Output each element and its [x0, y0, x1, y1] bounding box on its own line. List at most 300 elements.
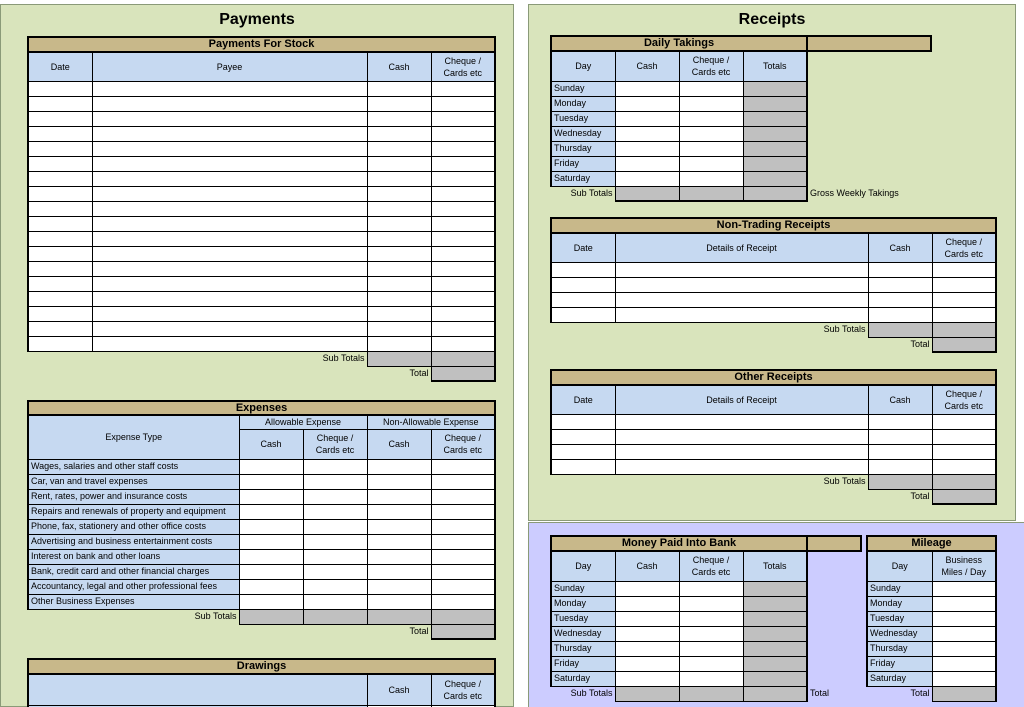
details-cell[interactable]: [615, 307, 868, 322]
cheque-cell[interactable]: [932, 307, 996, 322]
cash-cell[interactable]: [868, 307, 932, 322]
business-miles-cell[interactable]: [932, 611, 996, 626]
table-row: [867, 626, 996, 641]
cheque-cell[interactable]: [679, 656, 743, 671]
day-label: Monday: [867, 596, 932, 611]
cash-cell[interactable]: [367, 81, 431, 96]
cheque-cell[interactable]: [679, 581, 743, 596]
payee-cell[interactable]: [92, 231, 367, 246]
payee-cell[interactable]: [92, 171, 367, 186]
non-allowable-cheque-header: Cheque / Cards etc: [431, 429, 495, 459]
details-cell[interactable]: [615, 277, 868, 292]
cash-cell[interactable]: [367, 216, 431, 231]
mileage-total-cell[interactable]: [932, 686, 996, 701]
drawings-title: Drawings: [28, 659, 495, 674]
cheque-cell[interactable]: [431, 216, 495, 231]
cash-cell[interactable]: [868, 459, 932, 474]
date-cell[interactable]: [28, 111, 92, 126]
cheque-cell[interactable]: [431, 96, 495, 111]
stock-cheque-subtotal-cell[interactable]: [431, 351, 495, 366]
bank-mileage-panel: [528, 522, 1024, 707]
cheque-cell[interactable]: [679, 141, 743, 156]
totals-header: Totals: [743, 51, 807, 81]
cash-cell[interactable]: [615, 126, 679, 141]
expense-type-label: Interest on bank and other loans: [28, 549, 239, 564]
non-allowable-cash-cell[interactable]: [367, 504, 431, 519]
cash-cell[interactable]: [367, 201, 431, 216]
totals-cell[interactable]: [743, 641, 807, 656]
totals-cell[interactable]: [743, 156, 807, 171]
bank-cheque-subtotal-cell[interactable]: [679, 686, 743, 701]
totals-cell[interactable]: [743, 171, 807, 186]
cash-cell[interactable]: [615, 641, 679, 656]
bank-total-cell[interactable]: [743, 686, 807, 701]
stock-sub-totals-label: Sub Totals: [322, 353, 365, 364]
cheque-cell[interactable]: [932, 444, 996, 459]
cash-cell[interactable]: [615, 596, 679, 611]
other-receipts-table: [550, 369, 997, 505]
table-row: [551, 292, 996, 307]
cheque-header: Cheque / Cards etc: [431, 52, 495, 81]
expense-type-label: Wages, salaries and other staff costs: [28, 459, 239, 474]
date-cell[interactable]: [551, 307, 615, 322]
cheque-cell[interactable]: [932, 277, 996, 292]
date-cell[interactable]: [28, 141, 92, 156]
table-row: [551, 641, 861, 656]
table-row: [551, 81, 931, 96]
stock-cash-subtotal-cell[interactable]: [367, 351, 431, 366]
payee-cell[interactable]: [92, 291, 367, 306]
cash-header: Cash: [615, 551, 679, 581]
daily-gross-total-cell[interactable]: [743, 186, 807, 201]
date-cell[interactable]: [28, 186, 92, 201]
cash-cell[interactable]: [615, 156, 679, 171]
allowable-cash-cell[interactable]: [239, 504, 303, 519]
table-row: [28, 321, 495, 336]
non-allowable-cash-cell[interactable]: [367, 549, 431, 564]
table-row: [28, 216, 495, 231]
cash-cell[interactable]: [615, 626, 679, 641]
table-row: [551, 581, 861, 596]
date-cell[interactable]: [551, 277, 615, 292]
date-cell[interactable]: [28, 261, 92, 276]
business-miles-cell[interactable]: [932, 581, 996, 596]
cheque-cell[interactable]: [431, 171, 495, 186]
daily-cash-subtotal-cell[interactable]: [615, 186, 679, 201]
date-cell[interactable]: [28, 306, 92, 321]
allowable-cheque-cell[interactable]: [303, 504, 367, 519]
date-cell[interactable]: [28, 276, 92, 291]
spacer-cell: [807, 641, 861, 656]
date-cell[interactable]: [551, 262, 615, 277]
cash-cell[interactable]: [868, 292, 932, 307]
cash-cell[interactable]: [367, 276, 431, 291]
cheque-cell[interactable]: [431, 201, 495, 216]
allowable-cheque-cell[interactable]: [303, 489, 367, 504]
other-cheque-subtotal-cell[interactable]: [932, 474, 996, 489]
allowable-cash-cell[interactable]: [239, 594, 303, 609]
totals-cell[interactable]: [743, 96, 807, 111]
cheque-cell[interactable]: [431, 261, 495, 276]
cheque-cell[interactable]: [679, 171, 743, 186]
date-cell[interactable]: [28, 126, 92, 141]
cheque-cell[interactable]: [431, 186, 495, 201]
expenses-subtotal-cell[interactable]: [239, 609, 303, 624]
payee-cell[interactable]: [92, 156, 367, 171]
daily-cheque-subtotal-cell[interactable]: [679, 186, 743, 201]
non-allowable-cash-cell[interactable]: [367, 564, 431, 579]
cheque-cell[interactable]: [679, 626, 743, 641]
day-header: Day: [551, 51, 615, 81]
non-trading-total-cell[interactable]: [932, 337, 996, 352]
cash-cell[interactable]: [367, 291, 431, 306]
cheque-cell[interactable]: [932, 262, 996, 277]
day-label: Wednesday: [551, 626, 615, 641]
other-receipts-title: Other Receipts: [551, 370, 996, 385]
spacer-cell: [807, 611, 861, 626]
expenses-table: [27, 400, 496, 640]
drawings-cash-header: Cash: [367, 674, 431, 705]
other-cash-subtotal-cell[interactable]: [868, 474, 932, 489]
expense-type-label: Other Business Expenses: [28, 594, 239, 609]
non-allowable-cash-cell[interactable]: [367, 519, 431, 534]
allowable-cheque-cell[interactable]: [303, 564, 367, 579]
non-allowable-cash-cell[interactable]: [367, 594, 431, 609]
payee-cell[interactable]: [92, 321, 367, 336]
details-cell[interactable]: [615, 414, 868, 429]
allowable-cheque-cell[interactable]: [303, 534, 367, 549]
cheque-cell[interactable]: [431, 246, 495, 261]
date-cell[interactable]: [28, 216, 92, 231]
non-allowable-cash-header: Cash: [367, 429, 431, 459]
day-label: Tuesday: [551, 111, 615, 126]
date-cell[interactable]: [551, 429, 615, 444]
non-allowable-cheque-cell[interactable]: [431, 519, 495, 534]
cash-cell[interactable]: [615, 581, 679, 596]
allowable-cheque-cell[interactable]: [303, 549, 367, 564]
cash-cell[interactable]: [615, 96, 679, 111]
bank-sub-totals-label: Sub Totals: [570, 688, 613, 699]
table-row: [867, 581, 996, 596]
allowable-cash-cell[interactable]: [239, 489, 303, 504]
cash-cell[interactable]: [615, 671, 679, 686]
table-row: [551, 141, 931, 156]
expenses-subtotal-cell[interactable]: [303, 609, 367, 624]
table-row: [551, 459, 996, 474]
details-header: Details of Receipt: [615, 233, 868, 262]
allowable-cash-header: Cash: [239, 429, 303, 459]
cash-header: Cash: [615, 51, 679, 81]
details-cell[interactable]: [615, 459, 868, 474]
spacer-cell: [807, 156, 931, 171]
cash-cell[interactable]: [367, 111, 431, 126]
cash-cell[interactable]: [367, 231, 431, 246]
date-cell[interactable]: [28, 96, 92, 111]
table-row: [551, 307, 996, 322]
cheque-cell[interactable]: [431, 321, 495, 336]
table-row: [28, 96, 495, 111]
business-miles-cell[interactable]: [932, 626, 996, 641]
day-label: Saturday: [551, 671, 615, 686]
expense-type-label: Bank, credit card and other financial charges: [28, 564, 239, 579]
non-allowable-cash-cell[interactable]: [367, 474, 431, 489]
non-allowable-cheque-cell[interactable]: [431, 534, 495, 549]
table-row: [28, 306, 495, 321]
non-allowable-cheque-cell[interactable]: [431, 549, 495, 564]
date-cell[interactable]: [551, 444, 615, 459]
cheque-cell[interactable]: [431, 336, 495, 351]
cash-cell[interactable]: [615, 171, 679, 186]
money-paid-into-bank-title: Money Paid Into Bank: [551, 536, 807, 551]
day-label: Thursday: [551, 141, 615, 156]
day-label: Thursday: [551, 641, 615, 656]
allowable-cheque-header: Cheque / Cards etc: [303, 429, 367, 459]
allowable-cash-cell[interactable]: [239, 579, 303, 594]
details-cell[interactable]: [615, 444, 868, 459]
table-row: [551, 277, 996, 292]
payments-title: Payments: [219, 11, 295, 28]
date-cell[interactable]: [28, 246, 92, 261]
cheque-cell[interactable]: [431, 291, 495, 306]
cheque-cell[interactable]: [679, 81, 743, 96]
table-row: [28, 171, 495, 186]
allowable-cheque-cell[interactable]: [303, 474, 367, 489]
spacer-cell: [807, 596, 861, 611]
stock-total-cell[interactable]: [431, 366, 495, 381]
non-allowable-cheque-cell[interactable]: [431, 579, 495, 594]
expenses-total-label: Total: [409, 626, 429, 637]
allowable-cash-cell[interactable]: [239, 519, 303, 534]
date-cell[interactable]: [28, 171, 92, 186]
payee-cell[interactable]: [92, 201, 367, 216]
cheque-cell[interactable]: [431, 231, 495, 246]
totals-cell[interactable]: [743, 596, 807, 611]
allowable-cash-cell[interactable]: [239, 474, 303, 489]
day-header: Day: [551, 551, 615, 581]
bank-cash-subtotal-cell[interactable]: [615, 686, 679, 701]
cash-cell[interactable]: [868, 277, 932, 292]
cheque-cell[interactable]: [679, 96, 743, 111]
allowable-cheque-cell[interactable]: [303, 519, 367, 534]
cash-cell[interactable]: [367, 171, 431, 186]
expenses-subtotal-cell[interactable]: [431, 609, 495, 624]
table-row: [551, 656, 861, 671]
payee-cell[interactable]: [92, 246, 367, 261]
non-allowable-cash-cell[interactable]: [367, 459, 431, 474]
cheque-cell[interactable]: [932, 292, 996, 307]
totals-cell[interactable]: [743, 581, 807, 596]
date-cell[interactable]: [28, 81, 92, 96]
drawings-table: [27, 658, 496, 707]
cash-cell[interactable]: [615, 81, 679, 96]
table-row: [28, 261, 495, 276]
cheque-cell[interactable]: [431, 156, 495, 171]
date-cell[interactable]: [28, 336, 92, 351]
cash-cell[interactable]: [367, 156, 431, 171]
totals-header: Totals: [743, 551, 807, 581]
cheque-header: Cheque / Cards etc: [679, 551, 743, 581]
business-miles-header: Business Miles / Day: [932, 551, 996, 581]
table-row: [28, 474, 495, 489]
cheque-header: Cheque / Cards etc: [932, 385, 996, 414]
business-miles-cell[interactable]: [932, 596, 996, 611]
cash-header: Cash: [868, 233, 932, 262]
day-label: Tuesday: [551, 611, 615, 626]
expense-type-label: Phone, fax, stationery and other office costs: [28, 519, 239, 534]
cheque-cell[interactable]: [431, 111, 495, 126]
cheque-cell[interactable]: [679, 611, 743, 626]
table-row: [551, 171, 931, 186]
day-label: Wednesday: [867, 626, 932, 641]
non-allowable-cash-cell[interactable]: [367, 489, 431, 504]
non-allowable-cheque-cell[interactable]: [431, 459, 495, 474]
details-cell[interactable]: [615, 292, 868, 307]
payee-cell[interactable]: [92, 141, 367, 156]
totals-cell[interactable]: [743, 671, 807, 686]
cheque-cell[interactable]: [679, 671, 743, 686]
table-row: [28, 126, 495, 141]
payee-cell[interactable]: [92, 111, 367, 126]
non-allowable-cash-cell[interactable]: [367, 534, 431, 549]
cash-cell[interactable]: [367, 96, 431, 111]
cheque-header: Cheque / Cards etc: [932, 233, 996, 262]
business-miles-cell[interactable]: [932, 671, 996, 686]
cash-cell[interactable]: [367, 321, 431, 336]
other-total-cell[interactable]: [932, 489, 996, 504]
day-label: Sunday: [551, 581, 615, 596]
details-cell[interactable]: [615, 262, 868, 277]
daily-takings-title: Daily Takings: [551, 36, 807, 51]
non-allowable-cheque-cell[interactable]: [431, 504, 495, 519]
payee-cell[interactable]: [92, 96, 367, 111]
non-allowable-cheque-cell[interactable]: [431, 489, 495, 504]
details-cell[interactable]: [615, 429, 868, 444]
allowable-cheque-cell[interactable]: [303, 579, 367, 594]
payee-cell[interactable]: [92, 276, 367, 291]
table-row: [867, 656, 996, 671]
totals-cell[interactable]: [743, 81, 807, 96]
cash-cell[interactable]: [367, 261, 431, 276]
cheque-cell[interactable]: [431, 126, 495, 141]
cheque-cell[interactable]: [679, 641, 743, 656]
table-row: [551, 611, 861, 626]
totals-cell[interactable]: [743, 626, 807, 641]
allowable-cash-cell[interactable]: [239, 459, 303, 474]
business-miles-cell[interactable]: [932, 641, 996, 656]
non-trading-cash-subtotal-cell[interactable]: [868, 322, 932, 337]
cash-cell[interactable]: [615, 111, 679, 126]
date-cell[interactable]: [28, 231, 92, 246]
allowable-cheque-cell[interactable]: [303, 459, 367, 474]
table-row: [28, 81, 495, 96]
day-label: Wednesday: [551, 126, 615, 141]
table-row: [28, 141, 495, 156]
cash-cell[interactable]: [367, 126, 431, 141]
cash-cell[interactable]: [367, 186, 431, 201]
cheque-cell[interactable]: [431, 276, 495, 291]
payee-cell[interactable]: [92, 261, 367, 276]
cash-cell[interactable]: [615, 611, 679, 626]
cash-cell[interactable]: [868, 262, 932, 277]
stock-total-label: Total: [409, 368, 429, 379]
non-allowable-cash-cell[interactable]: [367, 579, 431, 594]
date-cell[interactable]: [551, 459, 615, 474]
cash-cell[interactable]: [367, 141, 431, 156]
money-paid-into-bank-table: [550, 535, 862, 702]
cheque-cell[interactable]: [431, 81, 495, 96]
cash-cell[interactable]: [868, 444, 932, 459]
allowable-cash-cell[interactable]: [239, 564, 303, 579]
expense-type-label: Advertising and business entertainment costs: [28, 534, 239, 549]
date-cell[interactable]: [28, 291, 92, 306]
cheque-cell[interactable]: [932, 429, 996, 444]
mileage-title: Mileage: [867, 536, 996, 551]
allowable-cash-cell[interactable]: [239, 534, 303, 549]
other-total-label: Total: [910, 491, 930, 502]
cash-cell[interactable]: [367, 306, 431, 321]
payee-cell[interactable]: [92, 126, 367, 141]
totals-cell[interactable]: [743, 141, 807, 156]
totals-cell[interactable]: [743, 611, 807, 626]
cheque-cell[interactable]: [679, 126, 743, 141]
mileage-table: [866, 535, 997, 702]
business-miles-cell[interactable]: [932, 656, 996, 671]
cheque-cell[interactable]: [679, 111, 743, 126]
cheque-cell[interactable]: [679, 156, 743, 171]
non-allowable-cheque-cell[interactable]: [431, 564, 495, 579]
cash-cell[interactable]: [615, 656, 679, 671]
table-row: [867, 611, 996, 626]
payee-cell[interactable]: [92, 336, 367, 351]
date-cell[interactable]: [551, 414, 615, 429]
cash-cell[interactable]: [868, 429, 932, 444]
cash-cell[interactable]: [367, 336, 431, 351]
cheque-cell[interactable]: [932, 414, 996, 429]
totals-cell[interactable]: [743, 126, 807, 141]
totals-cell[interactable]: [743, 656, 807, 671]
cheque-cell[interactable]: [431, 306, 495, 321]
allowable-expense-header: Allowable Expense: [239, 415, 367, 429]
non-trading-cheque-subtotal-cell[interactable]: [932, 322, 996, 337]
expenses-total-cell[interactable]: [431, 624, 495, 639]
cash-cell[interactable]: [367, 246, 431, 261]
cash-header: Cash: [367, 52, 431, 81]
cash-cell[interactable]: [868, 414, 932, 429]
table-row: [551, 596, 861, 611]
payee-cell[interactable]: [92, 306, 367, 321]
day-label: Sunday: [867, 581, 932, 596]
allowable-cheque-cell[interactable]: [303, 594, 367, 609]
payee-cell[interactable]: [92, 81, 367, 96]
date-cell[interactable]: [28, 156, 92, 171]
cheque-cell[interactable]: [431, 141, 495, 156]
table-row: [28, 489, 495, 504]
table-row: [551, 126, 931, 141]
cash-cell[interactable]: [615, 141, 679, 156]
payee-cell[interactable]: [92, 216, 367, 231]
cheque-cell[interactable]: [932, 459, 996, 474]
payee-cell[interactable]: [92, 186, 367, 201]
cheque-cell[interactable]: [679, 596, 743, 611]
date-cell[interactable]: [28, 321, 92, 336]
date-cell[interactable]: [28, 201, 92, 216]
date-cell[interactable]: [551, 292, 615, 307]
non-allowable-cheque-cell[interactable]: [431, 474, 495, 489]
expenses-subtotal-cell[interactable]: [367, 609, 431, 624]
totals-cell[interactable]: [743, 111, 807, 126]
non-allowable-cheque-cell[interactable]: [431, 594, 495, 609]
allowable-cash-cell[interactable]: [239, 549, 303, 564]
